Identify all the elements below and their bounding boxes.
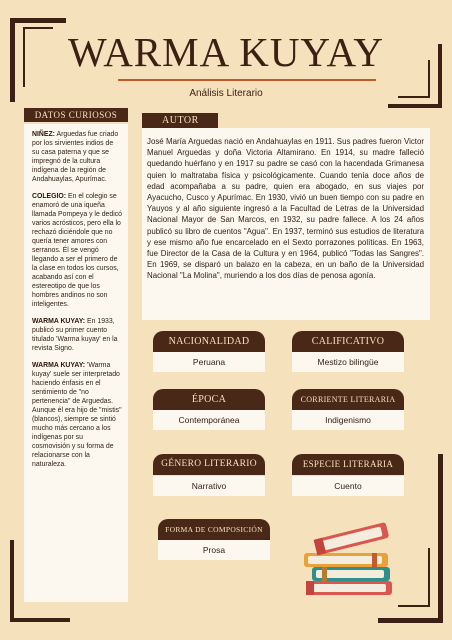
forma-composicion-value: Prosa (158, 540, 270, 560)
dato-item (32, 361, 122, 469)
page-subtitle: Análisis Literario (189, 88, 263, 99)
genero-literario-label: GÉNERO LITERARIO (153, 454, 265, 475)
nacionalidad-value: Peruana (153, 352, 265, 372)
page-title: WARMA KUYAY (68, 29, 384, 75)
dato-item (32, 192, 122, 309)
forma-composicion-label: FORMA DE COMPOSICIÓN (158, 519, 270, 540)
autor-heading: AUTOR (142, 113, 218, 129)
dato-text: 'Warma kuyay' suele ser interpretado haciendo énfasis en el sentimiento de "no pertenencia" de Arguedas. Aunque él era hijo de "mistis" (blancos), siempre se sintió mucho más cercano a los indígenas por su cosmovisión y su forma de relacionarse con la naturaleza. (32, 362, 122, 468)
frame-bottom-left-vertical (10, 540, 14, 622)
calificativo-value: Mestizo bilingüe (292, 352, 404, 372)
corriente-literaria-label: CORRIENTE LITERARIA (292, 389, 404, 410)
dato-label: WARMA KUYAY: (32, 362, 86, 369)
corriente-literaria-value: Indigenismo (292, 410, 404, 430)
frame-bottom-right-vertical (438, 454, 443, 623)
dato-label: NIÑEZ: (32, 131, 55, 138)
genero-literario-value: Narrativo (153, 476, 265, 496)
epoca-value: Contemporánea (153, 410, 265, 430)
frame-bottom-left-horizontal (10, 618, 70, 622)
frame-bottom-right-inner-horizontal (398, 605, 430, 607)
dato-item (32, 317, 122, 353)
epoca-label: ÉPOCA (153, 389, 265, 410)
frame-bottom-right-horizontal (378, 618, 442, 623)
dato-item (32, 130, 122, 184)
frame-top-right-horizontal (388, 104, 442, 108)
frame-top-left-inner-horizontal (23, 27, 53, 29)
dato-text: En el colegio se enamoró de una iqueña llamada Pompeya y le dedicó varios acrósticos, pero ella lo rechazó diciéndole que no quería tener amores con serranos. Él se vengó llegando a ser el primero de la clase en todos los cursos, acabando así con el estereotipo de que los hombres andinos no son inteligentes. (32, 193, 123, 308)
title-underline (118, 79, 376, 81)
dato-label: WARMA KUYAY: (32, 318, 86, 325)
dato-text: En 1933, publicó su primer cuento titulado 'Warma kuyay' en la revista Signo. (32, 318, 118, 352)
nacionalidad-label: NACIONALIDAD (153, 331, 265, 352)
especie-literaria-value: Cuento (292, 476, 404, 496)
dato-label: COLEGIO: (32, 193, 67, 200)
autor-biography: José María Arguedas nació en Andahuaylas en 1911. Sus padres fueron Victor Manuel Arguedas y doña Victoria Altamirano. En 1914, su madre falleció quedando huérfano y en 1917 su padre se casó con la hacendada Grimanesa quien lo maltrataba física y psicológicamente. Cuando tenía doce años de edad acompañaba a su padre, quien era abogado, en sus viajes por Ayacucho, Cusco y Apurímac. En 1930, vivió un buen tiempo con su padre en Yauyos y al año siguiente ingresó a la Facultad de Letras de la Universidad Nacional Mayor de San Marcos, en 1932, su padre fallece. A los 24 años publicó su libro de cuentos "Agua". En 1937, terminó sus estudios de literatura y ese mismo año fue encarcelado en el Sexto porrazones políticas. En 1963, fue Director de la Casa de la Cultura y en 1964, publicó "Todas las Sangres". En 1969, se disparó un balazo en la cabeza, en un baño de la Universidad Nacional "La Molina", muriendo a los dos días de penosa agonía. (142, 128, 430, 320)
books-stack-icon (300, 515, 400, 601)
frame-bottom-right-inner-vertical (428, 548, 430, 607)
especie-literaria-label: ESPECIE LITERARIA (292, 454, 404, 475)
frame-top-left-horizontal (10, 18, 66, 23)
datos-curiosos-heading: DATOS CURIOSOS (24, 108, 128, 122)
dato-text: Arguedas fue criado por los sirvientes indios de su casa paterna y que se impregnó de la cultura indígena de la región de Andahuaylas, Apurímac. (32, 131, 119, 183)
datos-curiosos-panel (24, 124, 128, 602)
calificativo-label: CALIFICATIVO (292, 331, 404, 352)
